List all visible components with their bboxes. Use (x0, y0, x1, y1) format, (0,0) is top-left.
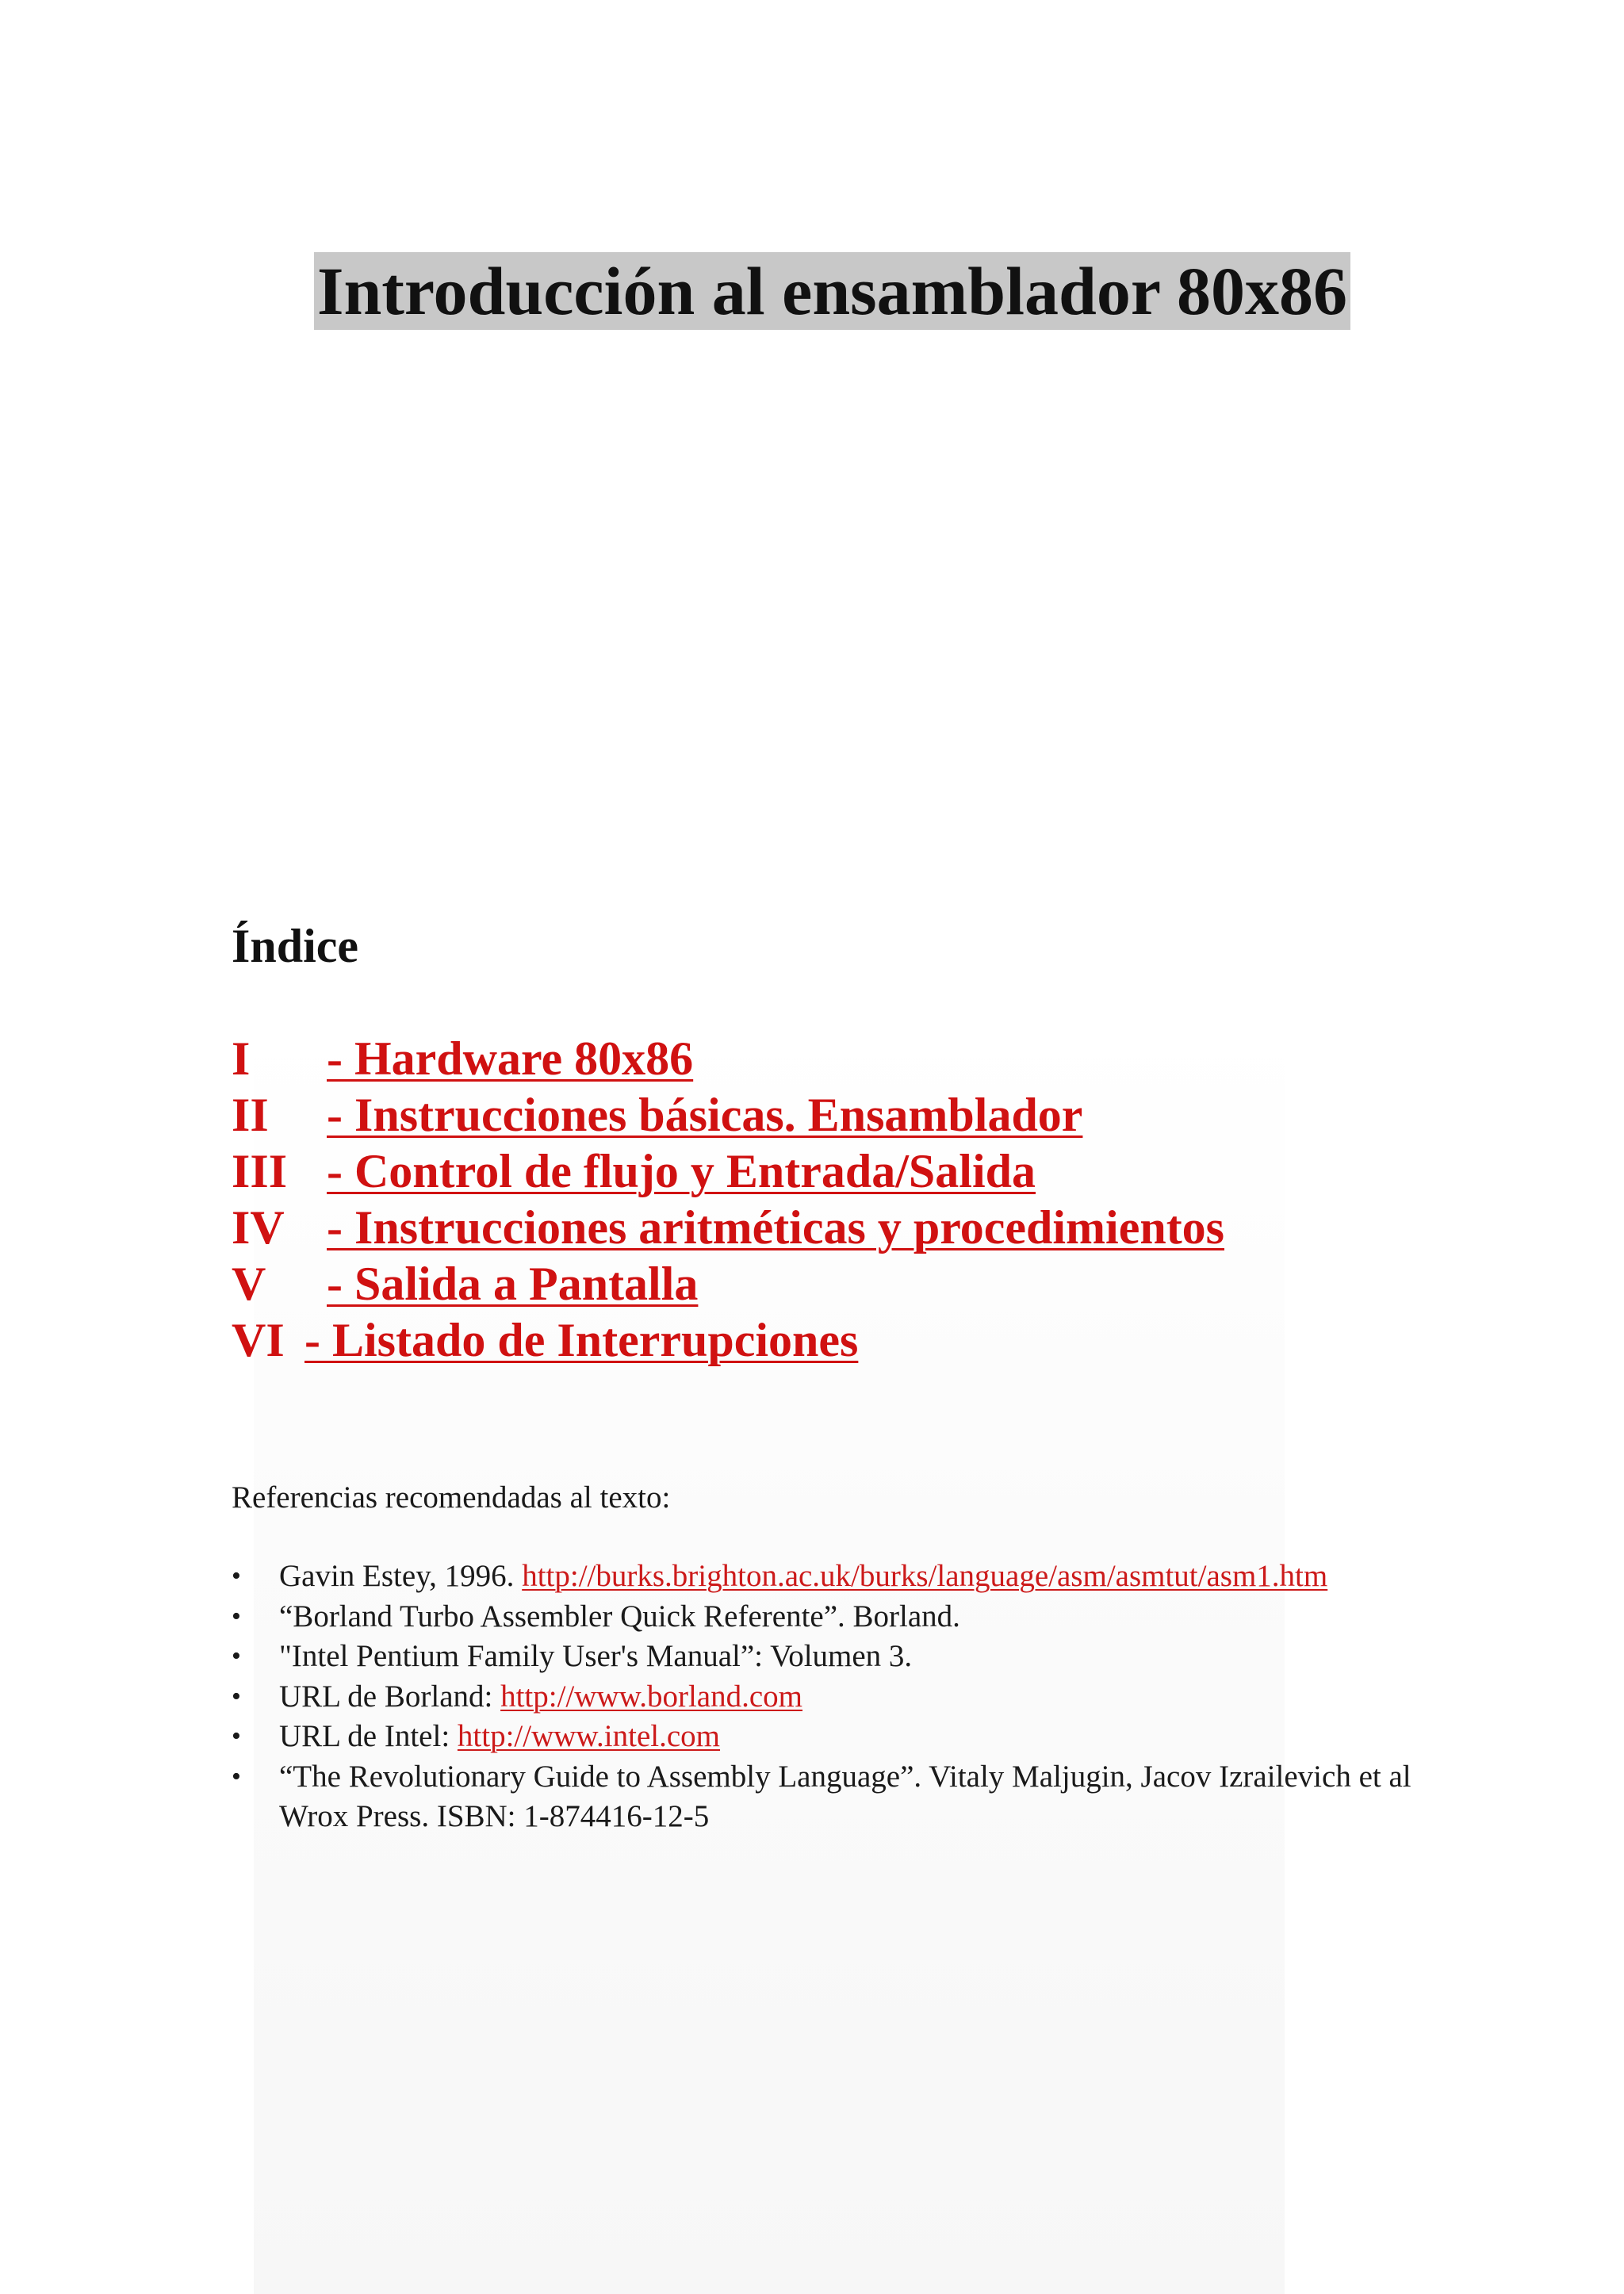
toc-item-4 (232, 1200, 1224, 1256)
table-of-contents (232, 1031, 1224, 1369)
title-highlight (314, 252, 1350, 330)
toc-link-instrucciones-basicas[interactable] (232, 1089, 1082, 1141)
toc-label: - Hardware 80x86 (327, 1032, 694, 1085)
toc-label: - Listado de Interrupciones (304, 1314, 859, 1366)
toc-label: - Control de flujo y Entrada/Salida (327, 1145, 1036, 1197)
toc-label: - Instrucciones aritméticas y procedimientos (327, 1201, 1225, 1254)
reference-item (232, 1557, 1421, 1597)
toc-number: IV (232, 1201, 285, 1254)
toc-link-instrucciones-aritmeticas[interactable] (232, 1201, 1224, 1254)
reference-text: URL de Intel: (279, 1719, 458, 1753)
toc-link-control-de-flujo[interactable] (232, 1145, 1036, 1197)
toc-number: V (232, 1258, 266, 1310)
toc-item-6 (232, 1312, 1224, 1369)
index-heading: Índice (232, 920, 359, 972)
reference-item (232, 1757, 1421, 1837)
bullet: • (232, 1721, 241, 1751)
reference-item (232, 1637, 1421, 1677)
toc-number: III (232, 1145, 288, 1197)
reference-text: “Borland Turbo Assembler Quick Referente”. Borland. (279, 1599, 960, 1633)
references-heading: Referencias recomendadas al texto: (232, 1480, 671, 1515)
toc-number: I (232, 1032, 251, 1085)
reference-text: Gavin Estey, 1996. (279, 1559, 523, 1593)
toc-item-2 (232, 1087, 1224, 1143)
bullet: • (232, 1641, 241, 1671)
toc-item-5 (232, 1256, 1224, 1312)
bullet: • (232, 1761, 241, 1791)
reference-item (232, 1677, 1421, 1718)
reference-link-borland[interactable]: http://www.borland.com (500, 1679, 803, 1714)
reference-text: URL de Borland: (279, 1679, 501, 1714)
toc-item-1 (232, 1031, 1224, 1087)
bullet: • (232, 1681, 241, 1711)
toc-label: - Instrucciones básicas. Ensamblador (327, 1089, 1083, 1141)
toc-label: - Salida a Pantalla (327, 1258, 699, 1310)
toc-number: II (232, 1089, 269, 1141)
document-title: Introducción al ensamblador 80x86 (317, 253, 1347, 329)
bullet: • (232, 1601, 241, 1631)
toc-number: VI (232, 1314, 285, 1366)
reference-link-intel[interactable]: http://www.intel.com (457, 1719, 721, 1753)
toc-link-listado-de-interrupciones[interactable] (232, 1314, 858, 1366)
references-list (232, 1557, 1421, 1837)
reference-item (232, 1717, 1421, 1757)
toc-link-salida-a-pantalla[interactable] (232, 1258, 698, 1310)
toc-link-hardware[interactable] (232, 1032, 693, 1085)
reference-item (232, 1597, 1421, 1637)
reference-text: “The Revolutionary Guide to Assembly Language”. Vitaly Maljugin, Jacov Izrailevich et al Wrox Press. ISBN: 1-874416-12-5 (279, 1759, 1411, 1833)
toc-item-3 (232, 1143, 1224, 1200)
reference-text: "Intel Pentium Family User's Manual”: Volumen 3. (279, 1639, 913, 1673)
reference-link-burks[interactable]: http://burks.brighton.ac.uk/burks/language/asm/asmtut/asm1.htm (522, 1559, 1328, 1593)
bullet: • (232, 1561, 241, 1591)
